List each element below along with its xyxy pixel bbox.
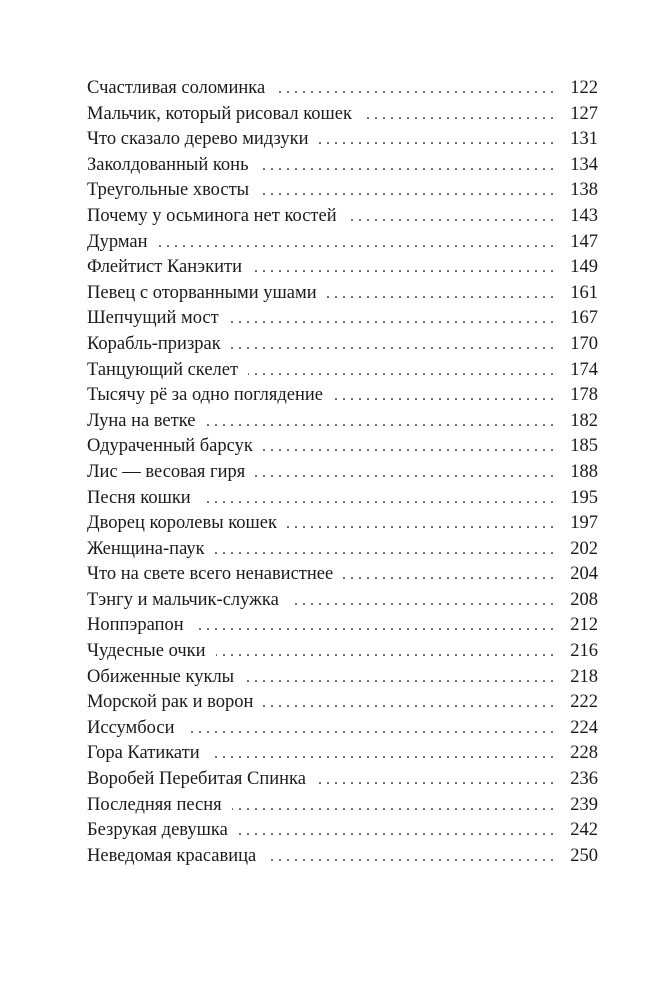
toc-entry — [87, 537, 598, 563]
toc-entry-title: Шепчущий мост — [87, 308, 219, 329]
toc-entry — [87, 741, 598, 767]
toc-entry-page-number: 131 — [570, 129, 598, 150]
dot-leader — [238, 818, 554, 844]
toc-entry-title: Песня кошки — [87, 487, 191, 508]
dot-leader — [275, 76, 554, 102]
table-of-contents — [87, 76, 598, 869]
toc-entry-page-number: 147 — [570, 231, 598, 252]
toc-entry-title: Гора Катикати — [87, 743, 200, 764]
toc-entry — [87, 844, 598, 870]
dot-leader — [259, 153, 554, 179]
toc-entry-page-number: 167 — [570, 308, 598, 329]
toc-entry — [87, 562, 598, 588]
toc-entry-title: Флейтист Канэкити — [87, 257, 242, 278]
toc-entry-page-number: 122 — [570, 78, 598, 98]
dot-leader — [229, 306, 554, 332]
toc-entry-page-number: 242 — [570, 820, 598, 841]
toc-entry — [87, 383, 598, 409]
toc-entry — [87, 793, 598, 819]
toc-entry-page-number: 134 — [570, 154, 598, 175]
dot-leader — [259, 178, 554, 204]
toc-entry — [87, 76, 598, 102]
toc-entry-title: Неведомая красавица — [87, 845, 257, 866]
toc-entry-page-number: 222 — [570, 692, 598, 713]
toc-entry-title: Обиженные куклы — [87, 666, 235, 687]
toc-entry-page-number: 188 — [570, 461, 598, 482]
toc-entry-page-number: 127 — [570, 103, 598, 124]
dot-leader — [289, 588, 554, 614]
toc-entry-title: Тэнгу и мальчик-служка — [87, 589, 279, 610]
toc-entry-title: Заколдованный конь — [87, 154, 249, 175]
toc-entry — [87, 178, 598, 204]
toc-entry-title: Иссумбоси — [87, 717, 175, 738]
toc-entry-page-number: 197 — [570, 513, 598, 534]
toc-entry — [87, 486, 598, 512]
toc-entry-title: Безрукая девушка — [87, 820, 228, 841]
toc-entry-title: Танцующий скелет — [87, 359, 239, 380]
dot-leader — [362, 102, 554, 128]
toc-entry-page-number: 202 — [570, 538, 598, 559]
toc-entry-title: Треугольные хвосты — [87, 180, 250, 201]
toc-entry-title: Дурман — [87, 231, 148, 252]
toc-entry-page-number: 174 — [570, 359, 598, 380]
toc-entry — [87, 613, 598, 639]
toc-entry — [87, 281, 598, 307]
toc-entry-page-number: 204 — [570, 564, 598, 585]
dot-leader — [244, 665, 554, 691]
toc-entry-page-number: 250 — [570, 845, 598, 866]
dot-leader — [333, 383, 554, 409]
toc-entry-title: Корабль-призрак — [87, 333, 221, 354]
toc-entry-page-number: 195 — [570, 487, 598, 508]
toc-entry-page-number: 182 — [570, 410, 598, 431]
dot-leader — [255, 460, 554, 486]
toc-entry-title: Луна на ветке — [87, 410, 196, 431]
toc-entry-title: Что на свете всего ненавистнее — [87, 564, 334, 585]
dot-leader — [248, 358, 554, 384]
dot-leader — [210, 741, 554, 767]
toc-entry-page-number: 236 — [570, 769, 598, 790]
toc-entry-title: Последняя песня — [87, 794, 222, 815]
toc-entry — [87, 690, 598, 716]
dot-leader — [263, 690, 554, 716]
toc-entry-page-number: 212 — [570, 615, 598, 636]
toc-entry-page-number: 185 — [570, 436, 598, 457]
toc-entry-page-number: 161 — [570, 282, 598, 303]
dot-leader — [252, 255, 554, 281]
toc-entry-page-number: 170 — [570, 333, 598, 354]
dot-leader — [205, 409, 554, 435]
toc-entry-title: Морской рак и ворон — [87, 692, 254, 713]
dot-leader — [158, 230, 554, 256]
toc-entry — [87, 767, 598, 793]
toc-entry-title: Счастливая соломинка — [87, 78, 266, 98]
toc-entry-title: Дворец королевы кошек — [87, 513, 277, 534]
toc-entry — [87, 639, 598, 665]
toc-entry-page-number: 239 — [570, 794, 598, 815]
toc-entry-page-number: 138 — [570, 180, 598, 201]
dot-leader — [194, 613, 554, 639]
dot-leader — [263, 434, 554, 460]
toc-entry — [87, 127, 598, 153]
dot-leader — [343, 562, 554, 588]
toc-entry-page-number: 224 — [570, 717, 598, 738]
dot-leader — [215, 537, 554, 563]
toc-entry — [87, 230, 598, 256]
toc-entry-page-number: 178 — [570, 385, 598, 406]
toc-entry — [87, 102, 598, 128]
dot-leader — [266, 844, 554, 870]
toc-entry-title: Ноппэрапон — [87, 615, 184, 636]
toc-entry — [87, 434, 598, 460]
toc-entry — [87, 665, 598, 691]
dot-leader — [316, 767, 554, 793]
toc-entry-title: Мальчик, который рисовал кошек — [87, 103, 352, 124]
toc-entry-title: Что сказало дерево мидзуки — [87, 129, 309, 150]
toc-entry-title: Тысячу рё за одно поглядение — [87, 385, 324, 406]
toc-entry-page-number: 149 — [570, 257, 598, 278]
dot-leader — [319, 127, 554, 153]
toc-entry — [87, 255, 598, 281]
toc-entry — [87, 511, 598, 537]
dot-leader — [231, 332, 554, 358]
toc-entry-title: Певец с оторванными ушами — [87, 282, 317, 303]
toc-entry — [87, 818, 598, 844]
toc-entry-page-number: 228 — [570, 743, 598, 764]
dot-leader — [201, 486, 554, 512]
toc-entry — [87, 358, 598, 384]
dot-leader — [327, 281, 554, 307]
dot-leader — [232, 793, 554, 819]
toc-entry-title: Лис — весовая гиря — [87, 461, 246, 482]
toc-entry-page-number: 216 — [570, 641, 598, 662]
toc-entry-title: Женщина-паук — [87, 538, 205, 559]
toc-entry — [87, 460, 598, 486]
toc-entry — [87, 204, 598, 230]
dot-leader — [216, 639, 554, 665]
toc-entry — [87, 588, 598, 614]
toc-entry-page-number: 208 — [570, 589, 598, 610]
dot-leader — [287, 511, 554, 537]
dot-leader — [185, 716, 555, 742]
toc-entry — [87, 153, 598, 179]
dot-leader — [347, 204, 554, 230]
toc-entry — [87, 409, 598, 435]
toc-entry — [87, 716, 598, 742]
toc-entry-title: Одураченный барсук — [87, 436, 253, 457]
toc-entry-title: Чудесные очки — [87, 641, 206, 662]
toc-entry-title: Почему у осьминога нет костей — [87, 205, 337, 226]
toc-entry-page-number: 143 — [570, 205, 598, 226]
toc-entry-title: Воробей Перебитая Спинка — [87, 769, 306, 790]
toc-entry — [87, 306, 598, 332]
toc-entry — [87, 332, 598, 358]
toc-entry-page-number: 218 — [570, 666, 598, 687]
